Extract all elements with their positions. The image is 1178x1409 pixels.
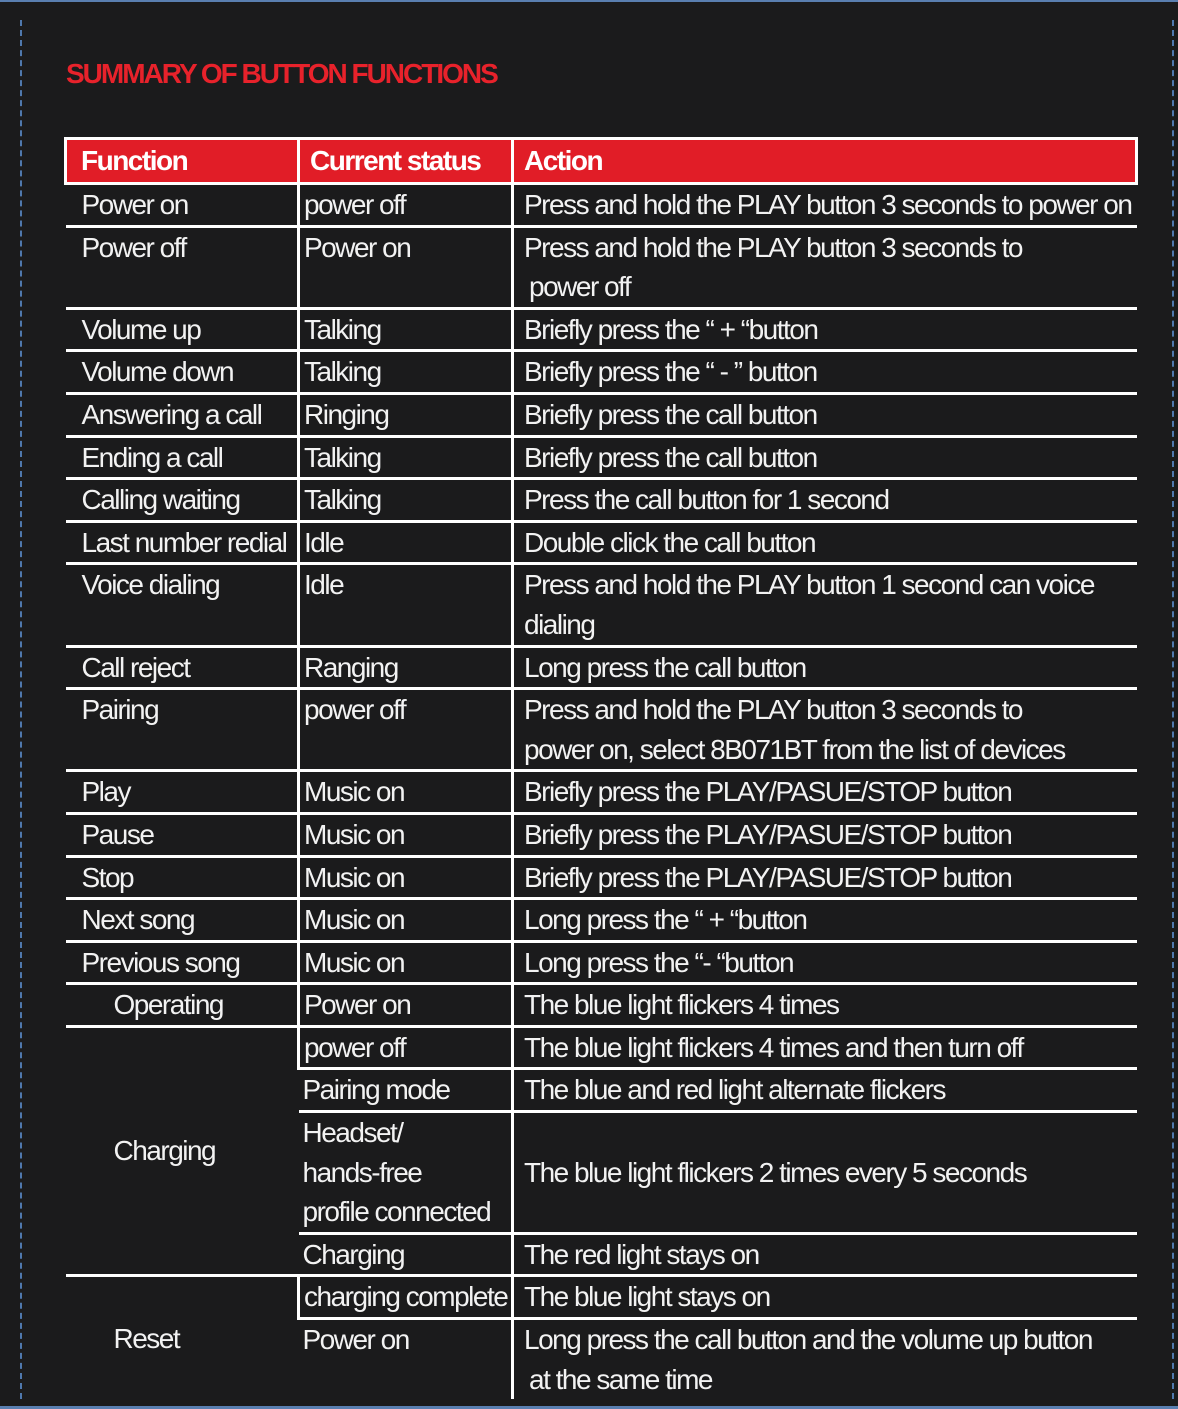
function-cell: Power on	[66, 184, 299, 227]
action-cell: Briefly press the PLAY/PASUE/STOP button	[513, 771, 1137, 814]
table-row	[66, 308, 1137, 351]
function-cell: Pause	[66, 813, 299, 856]
status-cell: Music on	[299, 856, 513, 899]
action-cell: The blue light flickers 2 times every 5 seconds	[513, 1112, 1137, 1234]
status-cell: Ringing	[299, 393, 513, 436]
table-row	[66, 899, 1137, 942]
function-cell: Ending a call	[66, 436, 299, 479]
status-cell: Music on	[299, 771, 513, 814]
function-cell: Last number redial	[66, 521, 299, 564]
action-cell: Briefly press the PLAY/PASUE/STOP button	[513, 813, 1137, 856]
status-line: Headset/	[302, 1117, 403, 1149]
table-row	[66, 351, 1137, 394]
status-cell: Power on	[299, 1319, 513, 1400]
page-title: SUMMARY OF BUTTON FUNCTIONS	[66, 58, 497, 89]
table-row	[66, 436, 1137, 479]
action-line: at the same time	[529, 1363, 712, 1395]
left-dashed-guide	[20, 20, 22, 1399]
table-row	[66, 941, 1137, 984]
table-row	[66, 184, 1137, 227]
action-line: Long press the call button and the volume up button	[524, 1324, 1092, 1356]
table-row	[66, 393, 1137, 436]
table-row	[66, 984, 1137, 1027]
action-cell: Briefly press the “ - ” button	[513, 351, 1137, 394]
status-cell: Charging	[299, 1233, 513, 1276]
status-cell: Talking	[299, 436, 513, 479]
status-cell: power off	[299, 689, 513, 771]
function-cell: Power off	[66, 226, 299, 308]
header-current-status: Current status	[299, 139, 513, 184]
status-cell: power off	[299, 184, 513, 227]
action-cell: Press and hold the PLAY button 3 seconds to power on	[513, 184, 1137, 227]
status-cell: Idle	[299, 564, 513, 646]
table-row	[66, 564, 1137, 646]
status-cell: Power on	[299, 984, 513, 1027]
function-cell: Voice dialing	[66, 564, 299, 646]
function-cell: Next song	[66, 899, 299, 942]
action-cell: Double click the call button	[513, 521, 1137, 564]
action-cell: Long press the “ + “button	[513, 899, 1137, 942]
status-cell: Idle	[299, 521, 513, 564]
action-line: Press and hold the PLAY button 3 seconds to	[524, 694, 1022, 726]
function-cell: Volume down	[66, 351, 299, 394]
right-dashed-guide	[1172, 20, 1174, 1399]
function-cell: Stop	[66, 856, 299, 899]
status-cell: Music on	[299, 813, 513, 856]
action-cell: Press the call button for 1 second	[513, 479, 1137, 522]
action-cell: The blue light flickers 4 times and then turn off	[513, 1026, 1137, 1069]
status-line: profile connected	[302, 1196, 491, 1228]
function-cell: Play	[66, 771, 299, 814]
action-line: power off	[529, 271, 631, 303]
action-cell	[513, 226, 1137, 308]
status-cell: power off	[299, 1026, 513, 1069]
table-row	[66, 771, 1137, 814]
function-cell: Reset	[66, 1276, 299, 1399]
status-cell: Music on	[299, 941, 513, 984]
action-cell: Briefly press the PLAY/PASUE/STOP button	[513, 856, 1137, 899]
action-cell: Briefly press the call button	[513, 436, 1137, 479]
table-row	[66, 856, 1137, 899]
action-cell: Long press the call button	[513, 646, 1137, 689]
table-row	[66, 646, 1137, 689]
action-cell: The red light stays on	[513, 1233, 1137, 1276]
function-cell: Previous song	[66, 941, 299, 984]
status-line: hands-free	[302, 1156, 422, 1188]
header-action: Action	[513, 139, 1137, 184]
status-cell: Power on	[299, 226, 513, 308]
function-cell: Operating	[66, 984, 299, 1027]
table-row	[66, 689, 1137, 771]
status-cell: Pairing mode	[299, 1069, 513, 1112]
function-cell: Answering a call	[66, 393, 299, 436]
status-cell	[299, 1112, 513, 1234]
action-line: dialing	[524, 608, 595, 640]
status-cell: charging complete	[299, 1276, 513, 1319]
button-functions-table-container	[64, 137, 1135, 1399]
action-cell: Briefly press the “ + “button	[513, 308, 1137, 351]
header-function: Function	[66, 139, 299, 184]
status-cell: Talking	[299, 351, 513, 394]
action-cell	[513, 689, 1137, 771]
table-header-row	[66, 139, 1137, 184]
action-cell: Long press the “- “button	[513, 941, 1137, 984]
action-cell: The blue light stays on	[513, 1276, 1137, 1319]
action-cell	[513, 564, 1137, 646]
table-row	[66, 479, 1137, 522]
function-cell: Charging	[66, 1026, 299, 1276]
status-cell: Ranging	[299, 646, 513, 689]
button-functions-table	[64, 137, 1138, 1399]
action-cell: Briefly press the call button	[513, 393, 1137, 436]
status-cell: Talking	[299, 308, 513, 351]
table-row	[66, 1276, 1137, 1319]
table-row	[66, 813, 1137, 856]
table-row	[66, 521, 1137, 564]
action-line: power on, select 8B071BT from the list of devices	[524, 733, 1065, 765]
status-cell: Music on	[299, 899, 513, 942]
action-line: Press and hold the PLAY button 1 second can voice	[524, 569, 1094, 601]
function-cell: Calling waiting	[66, 479, 299, 522]
function-cell: Call reject	[66, 646, 299, 689]
function-cell: Pairing	[66, 689, 299, 771]
action-cell: The blue and red light alternate flickers	[513, 1069, 1137, 1112]
table-row	[66, 226, 1137, 308]
function-cell: Volume up	[66, 308, 299, 351]
table-row	[66, 1026, 1137, 1069]
action-cell	[513, 1319, 1137, 1400]
action-line: Press and hold the PLAY button 3 seconds to	[524, 231, 1022, 263]
action-cell: The blue light flickers 4 times	[513, 984, 1137, 1027]
status-cell: Talking	[299, 479, 513, 522]
